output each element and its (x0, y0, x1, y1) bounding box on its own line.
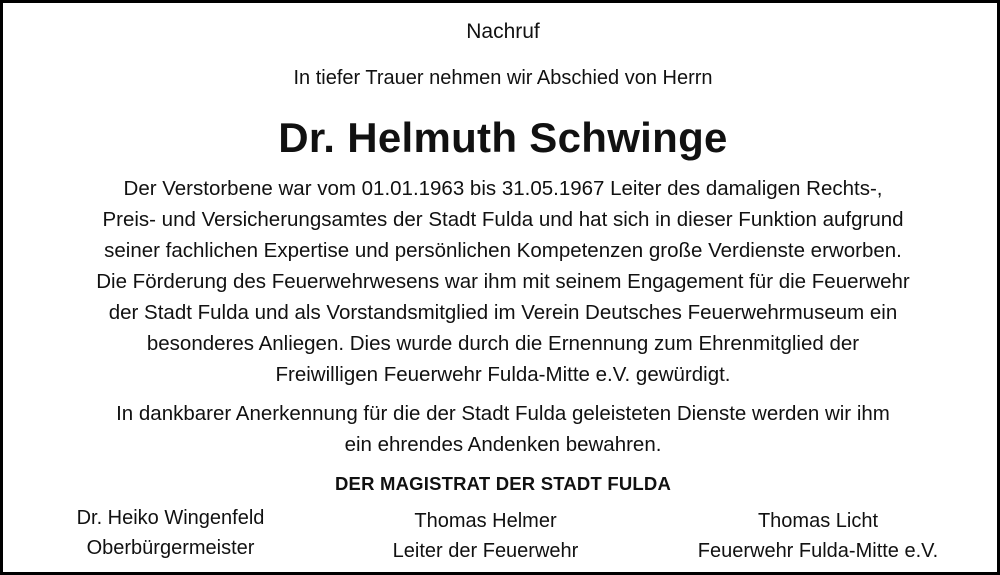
intro-line: In tiefer Trauer nehmen wir Abschied von Herrn (293, 67, 713, 89)
notice-heading: Nachruf (466, 20, 540, 43)
text-line: ein ehrendes Andenken bewahren. (344, 433, 662, 456)
issuer-line: DER MAGISTRAT DER STADT FULDA (334, 473, 672, 494)
signatory-name: Dr. Heiko Wingenfeld (76, 507, 265, 529)
signatory-name: Thomas Licht (757, 510, 879, 532)
signatory-title: Feuerwehr Fulda-Mitte e.V. (697, 540, 939, 562)
signatory-fire-chief (338, 506, 633, 566)
paragraph-fire-brigade (3, 266, 1000, 390)
paragraph-career (3, 173, 1000, 266)
deceased-name: Dr. Helmuth Schwinge (278, 114, 728, 161)
text-line: Preis- und Versicherungsamtes der Stadt Fulda und hat sich in dieser Funktion aufgrund (102, 208, 904, 231)
text-line: der Stadt Fulda und als Vorstandsmitglied im Verein Deutsches Feuerwehrmuseum ein (108, 301, 898, 324)
text-line: Freiwilligen Feuerwehr Fulda-Mitte e.V. gewürdigt. (275, 363, 731, 386)
signatory-mayor (23, 503, 318, 563)
text-line: Die Förderung des Feuerwehrwesens war ihm mit seinem Engagement für die Feuerwehr (96, 270, 910, 293)
text-line: Der Verstorbene war vom 01.01.1963 bis 31.05.1967 Leiter des damaligen Rechts-, (123, 177, 883, 200)
text-line: In dankbarer Anerkennung für die der Stadt Fulda geleisteten Dienste werden wir ihm (116, 402, 890, 425)
paragraph-gratitude (3, 398, 1000, 460)
signatory-title: Oberbürgermeister (86, 537, 255, 559)
signatory-fire-brigade-association (653, 506, 983, 566)
text-line: seiner fachlichen Expertise und persönlichen Kompetenzen große Verdienste erworben. (104, 239, 902, 262)
signatory-title: Leiter der Feuerwehr (392, 540, 579, 562)
text-line: besonderes Anliegen. Dies wurde durch die Ernennung zum Ehrenmitglied der (146, 332, 860, 355)
signatory-name: Thomas Helmer (414, 510, 557, 532)
